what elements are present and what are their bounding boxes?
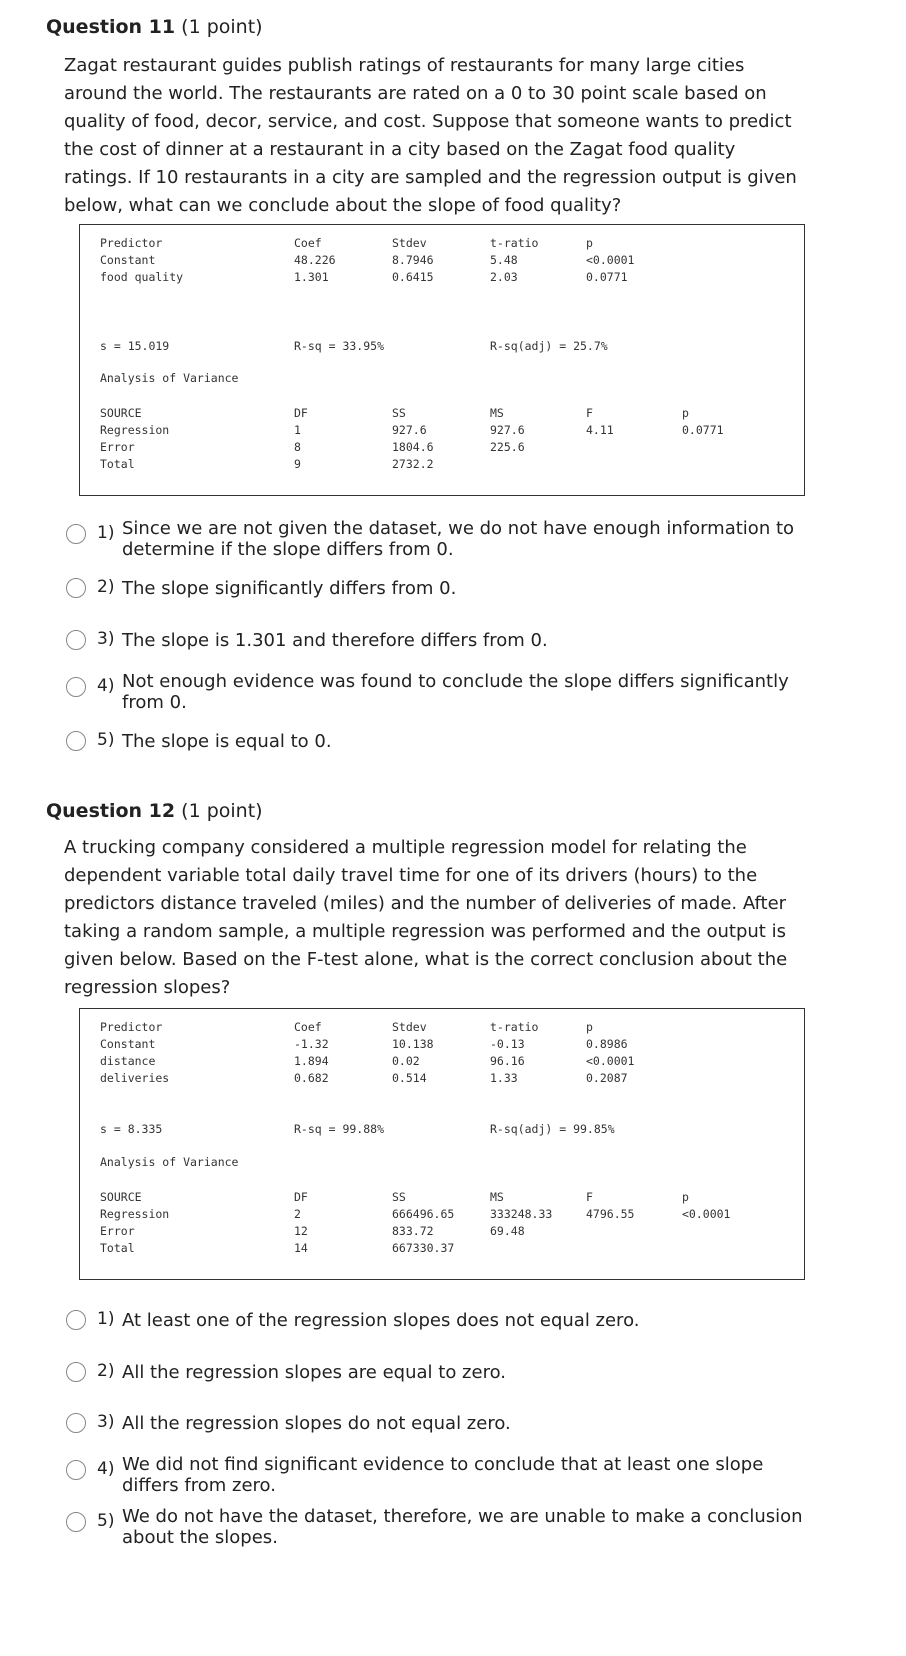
anova-header-cell: F (586, 406, 593, 420)
anova-cell: Total (100, 1241, 135, 1255)
option-number: 5) (97, 730, 115, 750)
table-cell: 2.03 (490, 270, 518, 284)
table-cell: food quality (100, 270, 184, 284)
regression-output-table-q12 (79, 1008, 805, 1280)
anova-title: Analysis of Variance (100, 371, 239, 385)
anova-cell: 667330.37 (392, 1241, 455, 1255)
anova-cell: 8 (294, 440, 301, 454)
question-title-label: Question 11 (46, 16, 176, 38)
anova-cell: 2732.2 (392, 457, 434, 471)
table-cell: 0.2087 (586, 1071, 628, 1085)
table-cell: 96.16 (490, 1054, 525, 1068)
anova-cell: 1804.6 (392, 440, 434, 454)
table-cell: 5.48 (490, 253, 518, 267)
table-cell: 0.0771 (586, 270, 628, 284)
anova-cell: 14 (294, 1241, 308, 1255)
anova-title: Analysis of Variance (100, 1155, 239, 1169)
anova-cell: Regression (100, 423, 170, 437)
anova-header-cell: F (586, 1190, 593, 1204)
radio-button[interactable] (66, 1310, 86, 1330)
std-error-s: s = 8.335 (100, 1122, 163, 1136)
anova-cell: 12 (294, 1224, 308, 1238)
table-cell: Constant (100, 1037, 156, 1051)
option-text: We did not find significant evidence to conclude that at least one slope differs from zero. (122, 1454, 764, 1496)
anova-cell: 927.6 (490, 423, 525, 437)
anova-header-cell: SOURCE (100, 406, 142, 420)
option-number: 1) (97, 1309, 115, 1329)
option-text: All the regression slopes are equal to zero. (122, 1362, 507, 1383)
question-11-text: Zagat restaurant guides publish ratings of restaurants for many large cities around the world. The restaurants are rated on a 0 to 30 point scale based on quality of food, decor, service, and cost. Suppose that someone wants to predict the cost of dinner at a restaurant in a city based on the Zagat food quality ratings. If 10 restaurants in a city are sampled and the regression output is given below, what can we conclude about the slope of food quality? (64, 55, 797, 216)
table-header-cell: Predictor (100, 1020, 163, 1034)
table-header-cell: t-ratio (490, 236, 539, 250)
anova-header-cell: SS (392, 1190, 406, 1204)
anova-cell: 4.11 (586, 423, 614, 437)
question-points: (1 point) (181, 16, 263, 38)
anova-header-cell: p (682, 1190, 689, 1204)
table-cell: 1.33 (490, 1071, 518, 1085)
radio-button[interactable] (66, 1413, 86, 1433)
option-number: 4) (97, 676, 115, 696)
table-cell: 1.301 (294, 270, 329, 284)
anova-cell: 927.6 (392, 423, 427, 437)
table-header-cell: Predictor (100, 236, 163, 250)
table-cell: 48.226 (294, 253, 336, 267)
table-header-cell: Coef (294, 1020, 322, 1034)
table-cell: 10.138 (392, 1037, 434, 1051)
question-points: (1 point) (181, 800, 263, 822)
radio-button[interactable] (66, 731, 86, 751)
std-error-s: s = 15.019 (100, 339, 170, 353)
anova-cell: 666496.65 (392, 1207, 455, 1221)
question-12-title (46, 800, 263, 822)
radio-button[interactable] (66, 1512, 86, 1532)
table-header-cell: Coef (294, 236, 322, 250)
radio-button[interactable] (66, 1362, 86, 1382)
option-number: 3) (97, 629, 115, 649)
anova-cell: 69.48 (490, 1224, 525, 1238)
anova-cell: 0.0771 (682, 423, 724, 437)
option-text: Not enough evidence was found to conclude the slope differs significantly from 0. (122, 671, 789, 713)
anova-cell: Total (100, 457, 135, 471)
table-cell: deliveries (100, 1071, 170, 1085)
table-header-cell: Stdev (392, 236, 427, 250)
question-11-title (46, 16, 263, 38)
anova-header-cell: p (682, 406, 689, 420)
table-header-cell: p (586, 1020, 593, 1034)
anova-header-cell: DF (294, 1190, 308, 1204)
question-12-text: A trucking company considered a multiple regression model for relating the dependent variable total daily travel time for one of its drivers (hours) to the predictors distance traveled (miles) and the number of deliveries of made. After taking a random sample, a multiple regression was performed and the output is given below. Based on the F-test alone, what is the correct conclusion about the regression slopes? (64, 837, 788, 998)
table-cell: distance (100, 1054, 156, 1068)
table-cell: <0.0001 (586, 1054, 635, 1068)
anova-cell: Error (100, 440, 135, 454)
option-text: We do not have the dataset, therefore, we are unable to make a conclusion about the slopes. (122, 1506, 803, 1548)
table-cell: 8.7946 (392, 253, 434, 267)
anova-cell: Error (100, 1224, 135, 1238)
option-number: 5) (97, 1511, 115, 1531)
radio-button[interactable] (66, 630, 86, 650)
option-text: The slope significantly differs from 0. (122, 578, 457, 599)
r-squared: R-sq = 33.95% (294, 339, 385, 353)
table-header-cell: Stdev (392, 1020, 427, 1034)
option-text: Since we are not given the dataset, we do not have enough information to determine if the slope differs from 0. (122, 518, 795, 560)
r-squared-adj: R-sq(adj) = 99.85% (490, 1122, 615, 1136)
table-cell: -1.32 (294, 1037, 329, 1051)
anova-header-cell: DF (294, 406, 308, 420)
anova-cell: Regression (100, 1207, 170, 1221)
anova-cell: 225.6 (490, 440, 525, 454)
table-cell: <0.0001 (586, 253, 635, 267)
table-cell: 0.6415 (392, 270, 434, 284)
radio-button[interactable] (66, 578, 86, 598)
option-text: The slope is 1.301 and therefore differs from 0. (122, 630, 548, 651)
r-squared-adj: R-sq(adj) = 25.7% (490, 339, 608, 353)
option-number: 3) (97, 1412, 115, 1432)
table-cell: -0.13 (490, 1037, 525, 1051)
anova-cell: <0.0001 (682, 1207, 731, 1221)
r-squared: R-sq = 99.88% (294, 1122, 385, 1136)
anova-header-cell: MS (490, 1190, 504, 1204)
radio-button[interactable] (66, 1460, 86, 1480)
anova-header-cell: SS (392, 406, 406, 420)
table-cell: 0.02 (392, 1054, 420, 1068)
table-header-cell: t-ratio (490, 1020, 539, 1034)
regression-output-table-q11 (79, 224, 805, 496)
radio-button[interactable] (66, 524, 86, 544)
option-text: At least one of the regression slopes does not equal zero. (122, 1310, 640, 1331)
table-cell: 1.894 (294, 1054, 329, 1068)
option-text: All the regression slopes do not equal zero. (122, 1413, 511, 1434)
anova-cell: 1 (294, 423, 301, 437)
anova-cell: 9 (294, 457, 301, 471)
option-number: 4) (97, 1459, 115, 1479)
table-cell: 0.514 (392, 1071, 427, 1085)
option-number: 1) (97, 523, 115, 543)
anova-cell: 4796.55 (586, 1207, 635, 1221)
anova-header-cell: SOURCE (100, 1190, 142, 1204)
anova-cell: 333248.33 (490, 1207, 553, 1221)
question-title-label: Question 12 (46, 800, 176, 822)
table-cell: 0.682 (294, 1071, 329, 1085)
table-cell: 0.8986 (586, 1037, 628, 1051)
option-text: The slope is equal to 0. (122, 731, 332, 752)
option-number: 2) (97, 577, 115, 597)
anova-cell: 833.72 (392, 1224, 434, 1238)
radio-button[interactable] (66, 677, 86, 697)
option-number: 2) (97, 1361, 115, 1381)
table-cell: Constant (100, 253, 156, 267)
anova-header-cell: MS (490, 406, 504, 420)
anova-cell: 2 (294, 1207, 301, 1221)
table-header-cell: p (586, 236, 593, 250)
